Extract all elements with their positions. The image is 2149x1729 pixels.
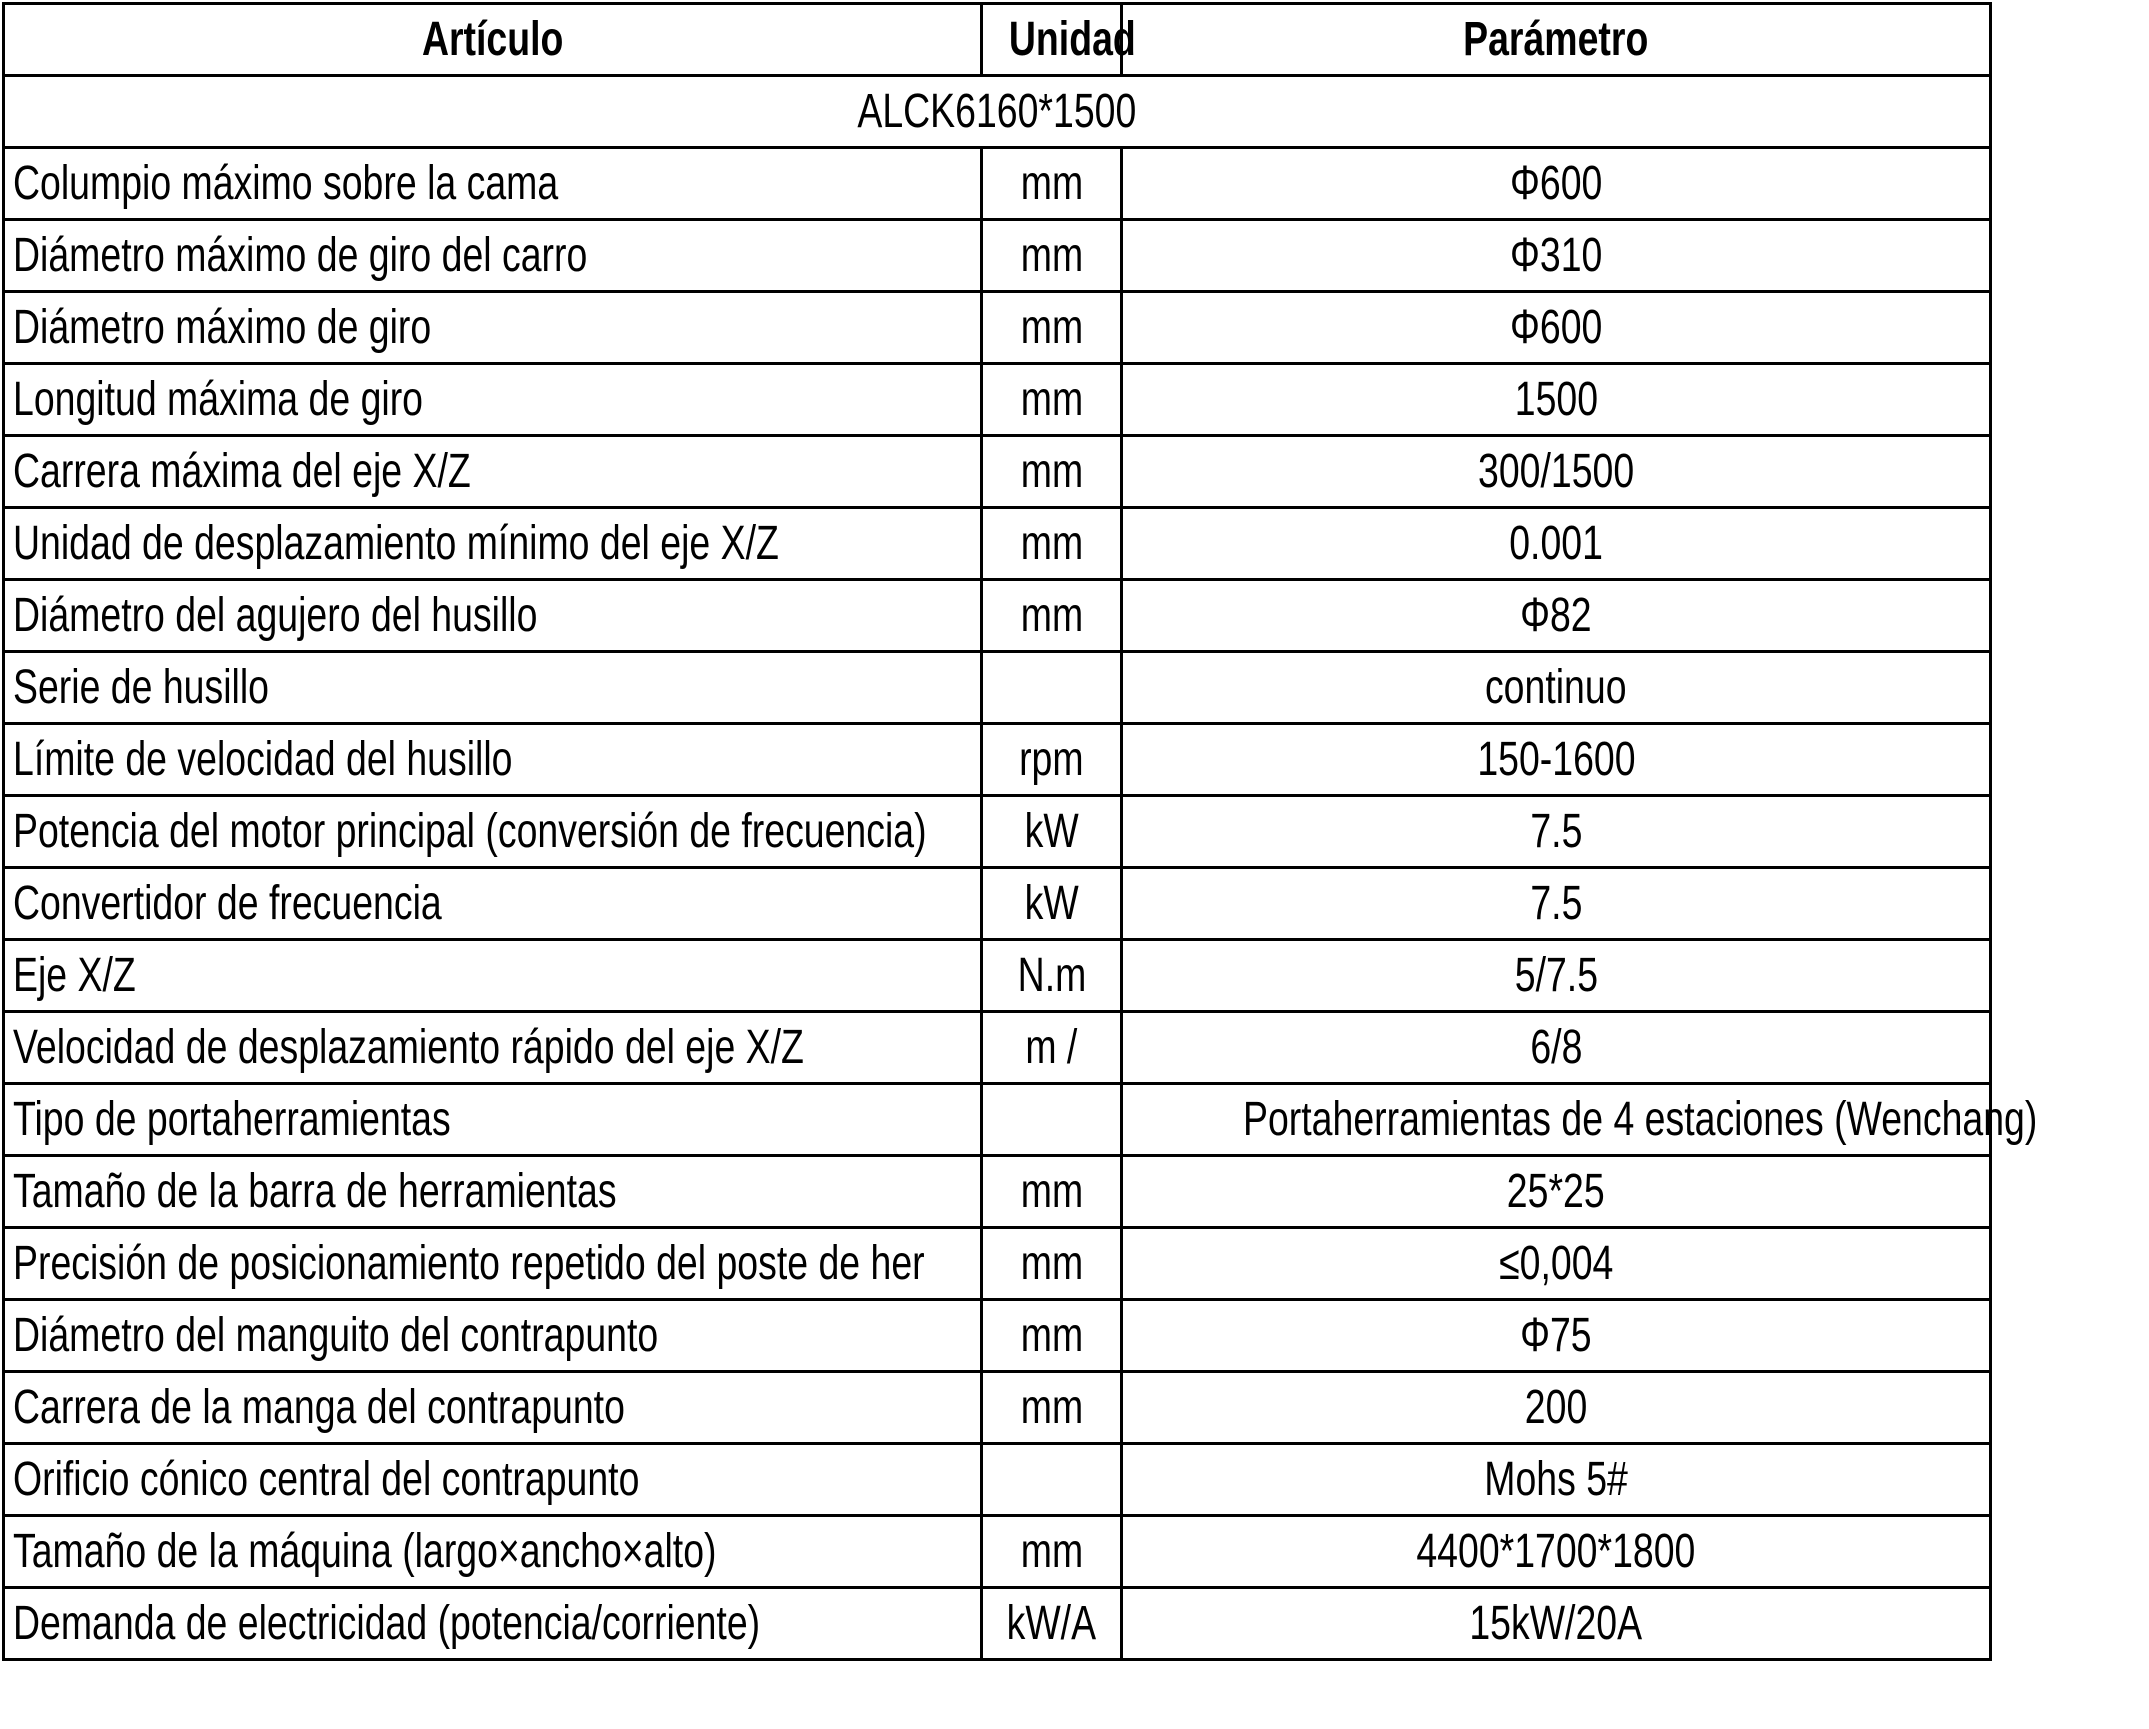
param-cell: 0.001 [1122,508,1991,580]
param-cell: 4400*1700*1800 [1122,1516,1991,1588]
param-cell: 300/1500 [1122,436,1991,508]
unit-cell: mm [982,148,1122,220]
header-item: Artículo [4,4,982,76]
table-row [4,1300,1991,1372]
unit-cell: mm [982,292,1122,364]
table-row [4,292,1991,364]
item-cell: Tamaño de la barra de herramientas [4,1156,982,1228]
item-cell: Tipo de portaherramientas [4,1084,982,1156]
table-row [4,1516,1991,1588]
param-cell: Φ600 [1122,148,1991,220]
unit-cell: mm [982,1228,1122,1300]
param-cell: 25*25 [1122,1156,1991,1228]
param-cell: continuo [1122,652,1991,724]
unit-cell: kW [982,868,1122,940]
header-row [4,4,1991,76]
unit-cell: mm [982,220,1122,292]
header-unit: Unidad [982,4,1122,76]
table-row [4,940,1991,1012]
param-cell: Φ75 [1122,1300,1991,1372]
param-cell: 6/8 [1122,1012,1991,1084]
param-cell: 150-1600 [1122,724,1991,796]
table-row [4,1588,1991,1660]
table-row [4,1372,1991,1444]
param-cell: Φ310 [1122,220,1991,292]
table-row [4,1228,1991,1300]
model-row [4,76,1991,148]
unit-cell: mm [982,364,1122,436]
item-cell: Velocidad de desplazamiento rápido del eje X/Z [4,1012,982,1084]
param-cell: 5/7.5 [1122,940,1991,1012]
table-row [4,436,1991,508]
param-cell: 200 [1122,1372,1991,1444]
table-row [4,220,1991,292]
item-cell: Convertidor de frecuencia [4,868,982,940]
item-cell: Diámetro máximo de giro [4,292,982,364]
table-row [4,148,1991,220]
table-row [4,508,1991,580]
table-row [4,580,1991,652]
unit-cell: mm [982,436,1122,508]
model-cell: ALCK6160*1500 [4,76,1991,148]
item-cell: Columpio máximo sobre la cama [4,148,982,220]
item-cell: Carrera de la manga del contrapunto [4,1372,982,1444]
unit-cell: mm [982,1516,1122,1588]
unit-cell: rpm [982,724,1122,796]
param-cell: Φ82 [1122,580,1991,652]
param-cell: Φ600 [1122,292,1991,364]
unit-cell [982,1444,1122,1516]
table-row [4,724,1991,796]
param-cell: 7.5 [1122,796,1991,868]
unit-cell: mm [982,1372,1122,1444]
item-cell: Orificio cónico central del contrapunto [4,1444,982,1516]
item-cell: Eje X/Z [4,940,982,1012]
table-row [4,652,1991,724]
unit-cell: m / [982,1012,1122,1084]
unit-cell: kW [982,796,1122,868]
unit-cell: kW/A [982,1588,1122,1660]
param-cell: Mohs 5# [1122,1444,1991,1516]
table-row [4,1084,1991,1156]
table-row [4,1444,1991,1516]
unit-cell: mm [982,1156,1122,1228]
table-row [4,1012,1991,1084]
spec-table [2,2,2038,1661]
item-cell: Tamaño de la máquina (largo×ancho×alto) [4,1516,982,1588]
param-cell: 15kW/20A [1122,1588,1991,1660]
item-cell: Diámetro del manguito del contrapunto [4,1300,982,1372]
param-cell: Portaherramientas de 4 estaciones (Wenchang) [1122,1084,1991,1156]
item-cell: Precisión de posicionamiento repetido del poste de her [4,1228,982,1300]
unit-cell: mm [982,1300,1122,1372]
param-cell: ≤0,004 [1122,1228,1991,1300]
unit-cell: mm [982,580,1122,652]
unit-cell: mm [982,508,1122,580]
item-cell: Longitud máxima de giro [4,364,982,436]
table-row [4,364,1991,436]
item-cell: Diámetro máximo de giro del carro [4,220,982,292]
item-cell: Unidad de desplazamiento mínimo del eje X/Z [4,508,982,580]
item-cell: Límite de velocidad del husillo [4,724,982,796]
param-cell: 1500 [1122,364,1991,436]
unit-cell: N.m [982,940,1122,1012]
item-cell: Diámetro del agujero del husillo [4,580,982,652]
unit-cell [982,652,1122,724]
table-row [4,1156,1991,1228]
table-row [4,868,1991,940]
item-cell: Carrera máxima del eje X/Z [4,436,982,508]
item-cell: Potencia del motor principal (conversión de frecuencia) [4,796,982,868]
item-cell: Serie de husillo [4,652,982,724]
param-cell: 7.5 [1122,868,1991,940]
item-cell: Demanda de electricidad (potencia/corriente) [4,1588,982,1660]
unit-cell [982,1084,1122,1156]
table-row [4,796,1991,868]
header-param: Parámetro [1122,4,1991,76]
